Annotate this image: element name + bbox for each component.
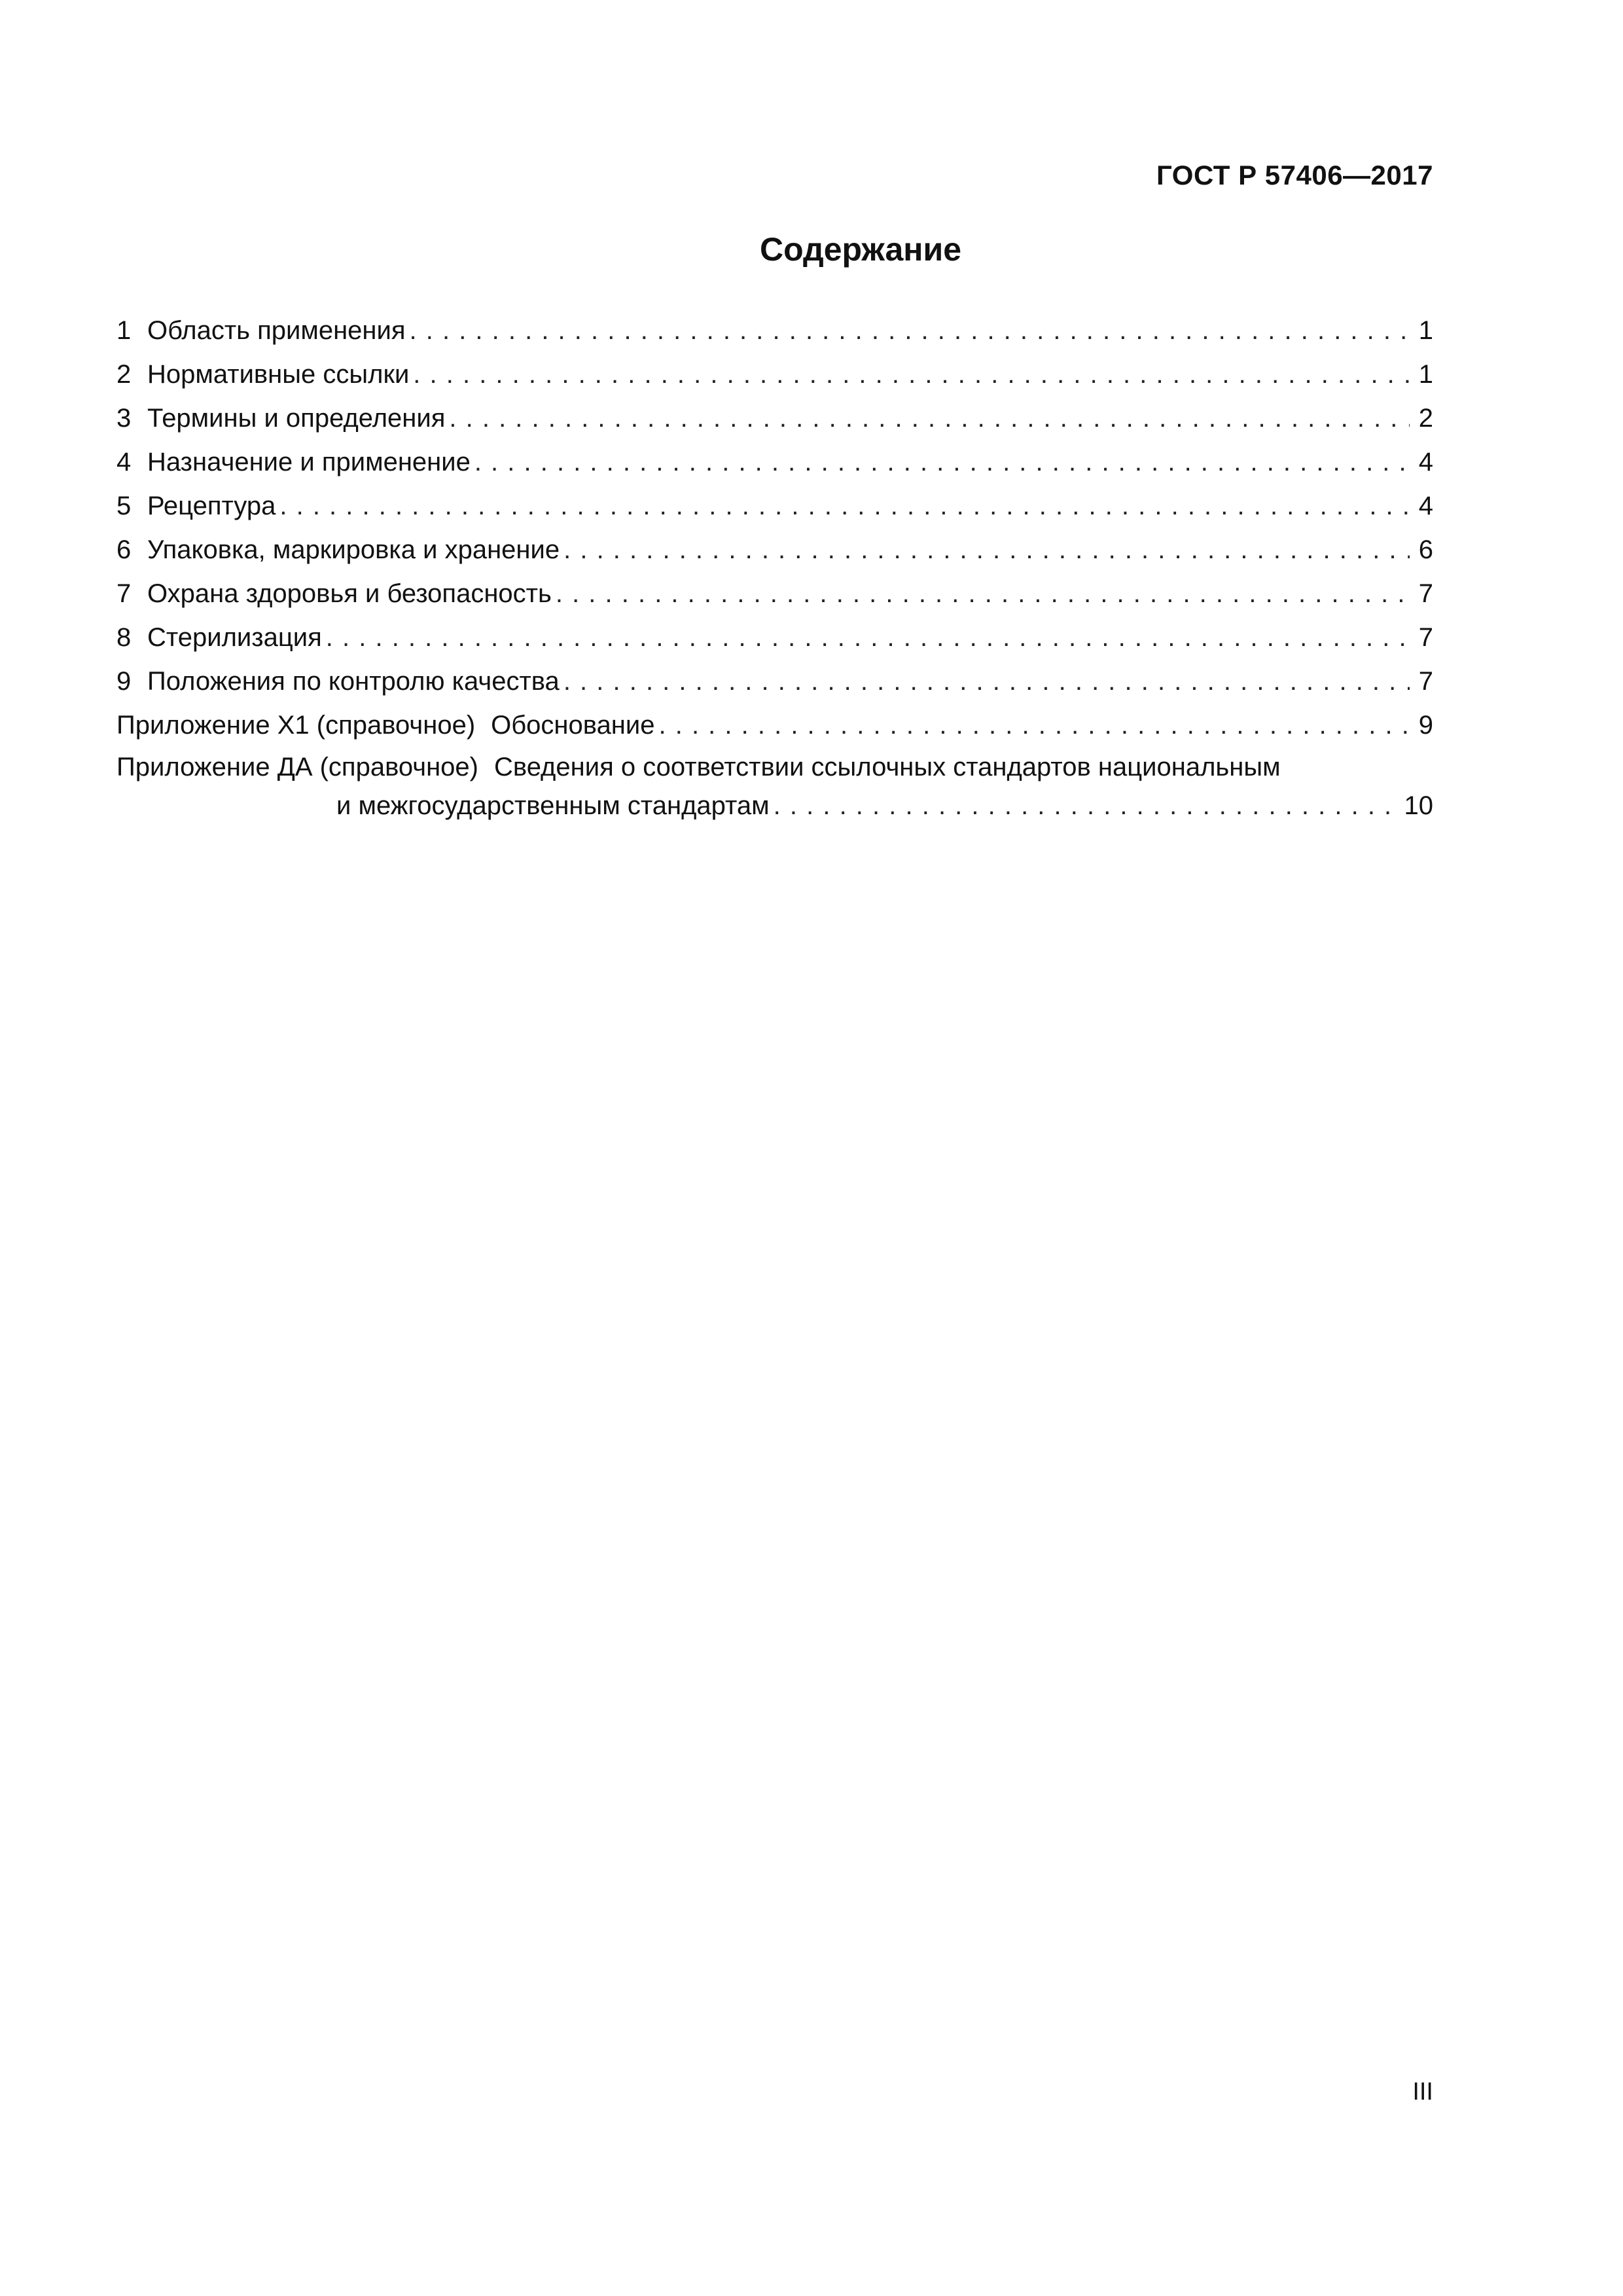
- toc-entry-number: 3: [116, 404, 132, 433]
- toc-entry-title: Упаковка, маркировка и хранение: [147, 535, 560, 564]
- toc-entry-title: Рецептура: [147, 492, 276, 520]
- toc-entry-1[interactable]: [116, 309, 1433, 353]
- toc-title: Содержание: [759, 231, 962, 268]
- standard-id: ГОСТ Р 57406—2017: [1156, 160, 1433, 190]
- toc-entry-page: 2: [1418, 404, 1433, 433]
- dot-leader: [563, 528, 1410, 572]
- dot-leader: [474, 440, 1410, 484]
- toc-entry-page: 1: [1418, 316, 1433, 345]
- dot-leader: [279, 484, 1409, 528]
- toc-entry-page: 9: [1418, 711, 1433, 740]
- toc-appendix-da[interactable]: [116, 747, 1433, 825]
- appendix-label: Приложение ДА (справочное): [116, 753, 478, 781]
- toc-entry-2[interactable]: [116, 353, 1433, 397]
- toc-entry-page: 10: [1404, 791, 1433, 820]
- toc-appendix-x1[interactable]: [116, 704, 1433, 747]
- toc-entry-title: Положения по контролю качества: [147, 667, 560, 696]
- appendix-title-line1: Сведения о соответствии ссылочных стандартов национальным: [494, 753, 1281, 781]
- toc-entry-6[interactable]: [116, 528, 1433, 572]
- toc-entry-number: 6: [116, 535, 132, 564]
- appendix-second-line: [116, 787, 1433, 825]
- dot-leader: [449, 397, 1409, 440]
- toc-entry-page: 1: [1418, 360, 1433, 389]
- dot-leader: [410, 309, 1410, 353]
- dot-leader: [563, 660, 1410, 704]
- toc-entry-number: 4: [116, 448, 132, 476]
- toc-entry-title: Нормативные ссылки: [147, 360, 410, 389]
- page-number: III: [1412, 2078, 1433, 2106]
- toc-entry-3[interactable]: [116, 397, 1433, 440]
- appendix-first-line: [116, 747, 1433, 787]
- appendix-label: Приложение Х1 (справочное): [116, 711, 476, 740]
- toc-entry-page: 7: [1418, 667, 1433, 696]
- toc-entry-title: Назначение и применение: [147, 448, 471, 476]
- toc-entry-4[interactable]: [116, 440, 1433, 484]
- toc-entry-number: 5: [116, 492, 132, 520]
- toc-entry-page: 4: [1418, 492, 1433, 520]
- dot-leader: [326, 616, 1410, 660]
- dot-leader: [413, 353, 1409, 397]
- toc-entry-title: Охрана здоровья и безопасность: [147, 579, 552, 608]
- toc-entry-title: Область применения: [147, 316, 406, 345]
- toc-entry-number: 7: [116, 579, 132, 608]
- toc-entry-number: 2: [116, 360, 132, 389]
- toc-entry-number: 8: [116, 623, 132, 652]
- toc-entry-page: 7: [1418, 623, 1433, 652]
- toc-entry-title: Термины и определения: [147, 404, 446, 433]
- toc-entry-7[interactable]: [116, 572, 1433, 616]
- toc-entry-5[interactable]: [116, 484, 1433, 528]
- appendix-title-line2: и межгосударственным стандартам: [336, 791, 770, 820]
- toc-entry-number: 9: [116, 667, 132, 696]
- toc-entry-9[interactable]: [116, 660, 1433, 704]
- toc-entry-page: 4: [1418, 448, 1433, 476]
- dot-leader: [659, 704, 1410, 747]
- toc-entry-title: Стерилизация: [147, 623, 322, 652]
- dot-leader: [774, 787, 1395, 825]
- toc-entry-page: 7: [1418, 579, 1433, 608]
- toc-entry-8[interactable]: [116, 616, 1433, 660]
- table-of-contents: [116, 309, 1433, 825]
- toc-entry-number: 1: [116, 316, 132, 345]
- toc-entry-page: 6: [1418, 535, 1433, 564]
- dot-leader: [556, 572, 1410, 616]
- appendix-title: Обоснование: [491, 711, 655, 740]
